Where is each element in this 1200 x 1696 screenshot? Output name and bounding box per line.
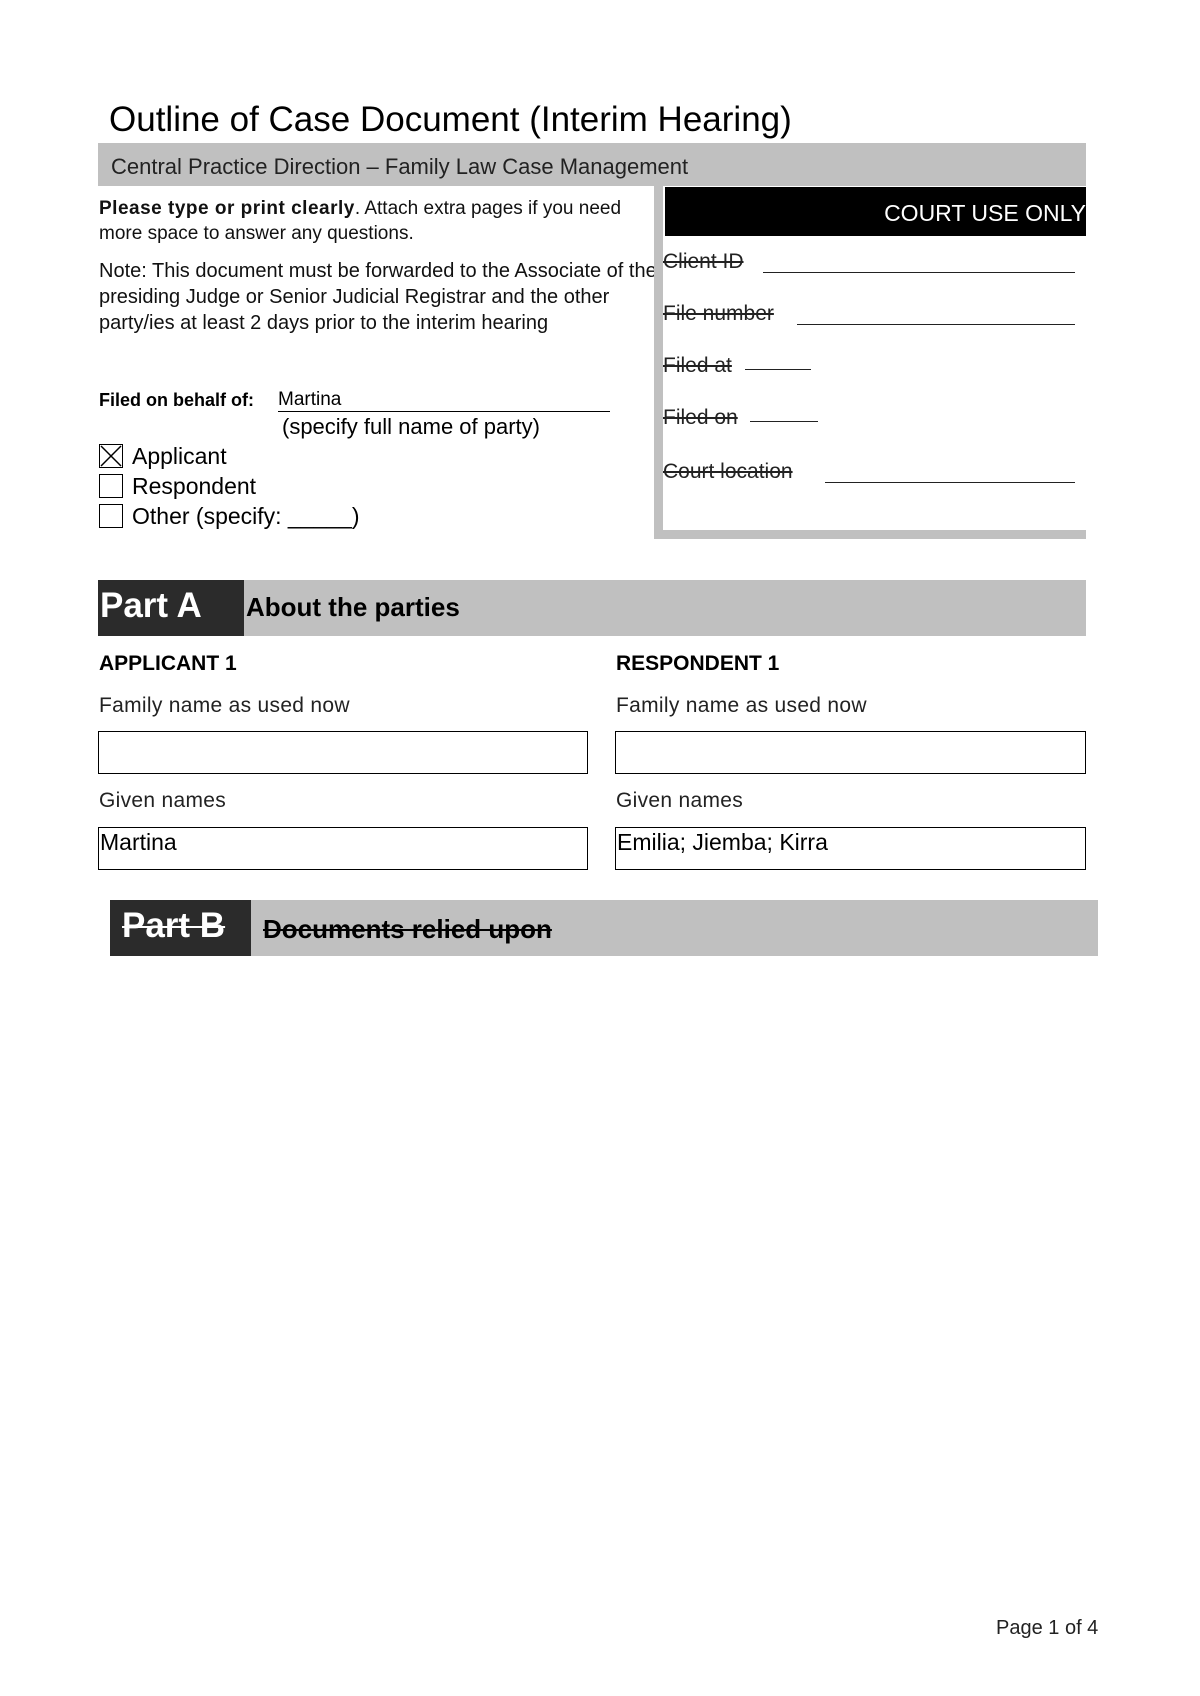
part-b-title-text: Documents relied upon xyxy=(263,914,552,944)
respondent-family-label: Family name as used now xyxy=(616,694,867,717)
instructions xyxy=(99,196,659,246)
instructions-rest: . Attach extra pages if you need more space to answer any questions. xyxy=(99,198,622,244)
client-id-line[interactable] xyxy=(763,272,1075,273)
applicant-family-label: Family name as used now xyxy=(99,694,350,717)
respondent-heading: RESPONDENT 1 xyxy=(616,652,780,675)
document-title: Outline of Case Document (Interim Hearing) xyxy=(109,100,792,139)
part-a-title-text: About the parties xyxy=(246,592,460,622)
filed-on-behalf-input[interactable]: Martina xyxy=(278,389,610,412)
party-option-other[interactable] xyxy=(99,502,360,530)
applicant-family-input[interactable] xyxy=(98,731,588,774)
part-b-tag xyxy=(110,900,251,956)
page-number: Page 1 of 4 xyxy=(996,1617,1099,1639)
applicant-heading: APPLICANT 1 xyxy=(99,652,237,675)
respondent-family-input[interactable] xyxy=(615,731,1086,774)
subtitle-bar xyxy=(98,143,1086,186)
note-text: Note: This document must be forwarded to the Associate of the presiding Judge or Senior Judicial Registrar and the other party/ies at least 2 days prior to the interim hearing xyxy=(99,260,657,334)
court-use-heading xyxy=(665,187,1086,236)
checkbox-respondent[interactable] xyxy=(99,474,123,498)
part-a-title xyxy=(246,580,846,636)
filed-on-behalf-hint: (specify full name of party) xyxy=(282,414,540,439)
court-field-court-location: Court location xyxy=(663,460,793,483)
applicant-given-input[interactable]: Martina xyxy=(98,827,588,870)
subtitle-text: Central Practice Direction – Family Law Case Management xyxy=(111,154,689,179)
option-label: Respondent xyxy=(132,472,257,499)
filed-on-line[interactable] xyxy=(750,421,818,422)
court-field-filed-on: Filed on xyxy=(663,406,738,429)
instructions-bold: Please type or print clearly xyxy=(99,198,355,219)
option-label: Other (specify: _____) xyxy=(132,502,360,529)
part-b-tag-text: Part B xyxy=(122,906,226,945)
court-location-line[interactable] xyxy=(825,482,1075,483)
party-option-respondent[interactable] xyxy=(99,472,256,500)
checkbox-other[interactable] xyxy=(99,504,123,528)
court-use-heading-text: COURT USE ONLY xyxy=(884,200,1086,226)
court-field-file-number: File number xyxy=(663,302,774,325)
part-a-tag xyxy=(98,580,244,636)
filed-on-behalf-label: Filed on behalf of: xyxy=(99,390,254,410)
party-option-applicant[interactable] xyxy=(99,442,227,470)
check-x-icon xyxy=(100,445,122,467)
file-number-line[interactable] xyxy=(797,324,1075,325)
checkbox-applicant[interactable] xyxy=(99,444,123,468)
court-field-filed-at: Filed at xyxy=(663,354,732,377)
applicant-given-label: Given names xyxy=(99,789,227,812)
court-field-client-id: Client ID xyxy=(663,250,744,273)
filed-at-line[interactable] xyxy=(745,369,811,370)
part-a-tag-text: Part A xyxy=(100,586,202,625)
respondent-given-input[interactable]: Emilia; Jiemba; Kirra xyxy=(615,827,1086,870)
part-b-title xyxy=(263,900,863,956)
option-label: Applicant xyxy=(132,442,227,469)
respondent-given-label: Given names xyxy=(616,789,744,812)
